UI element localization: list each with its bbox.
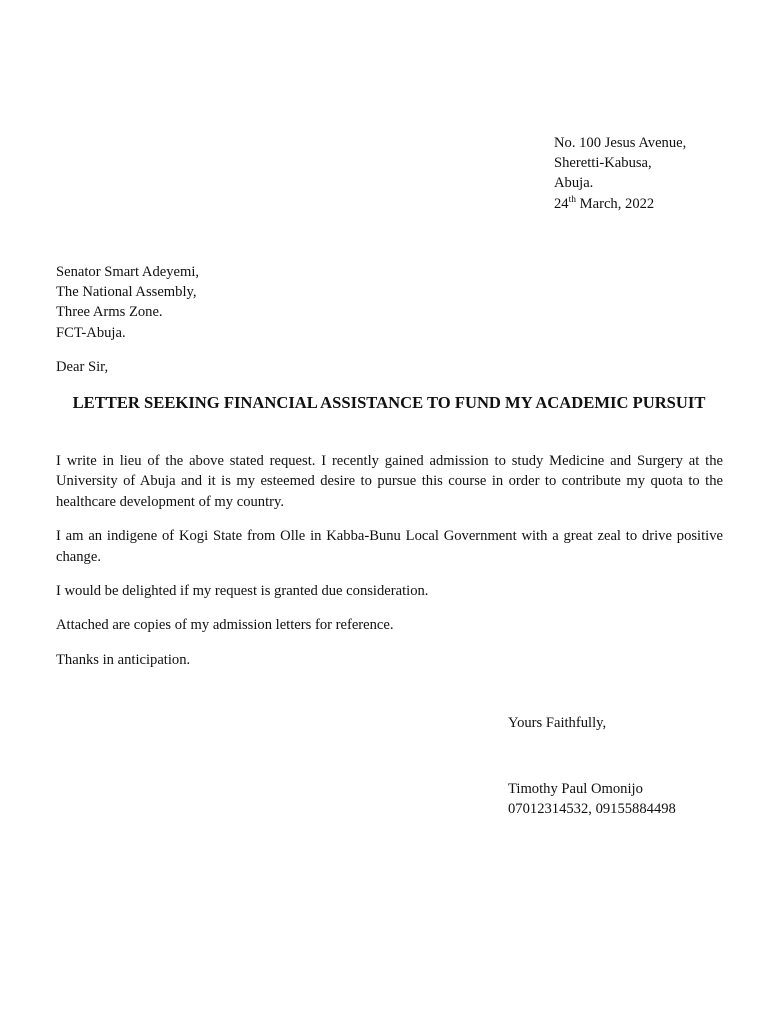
sender-address — [554, 133, 686, 214]
body-paragraph: Attached are copies of my admission letters for reference. — [56, 617, 394, 634]
letter-body — [56, 451, 723, 684]
recipient-address-line: Three Arms Zone. — [56, 304, 163, 321]
letter-date — [554, 194, 686, 214]
date-month-year: March, 2022 — [575, 195, 655, 212]
recipient-address-line: The National Assembly, — [56, 284, 197, 301]
body-paragraph: I would be delighted if my request is granted due consideration. — [56, 583, 429, 600]
body-paragraph: I am an indigene of Kogi State from Olle in Kabba-Bunu Local Government with a great zeal to drive positive change. — [56, 528, 723, 565]
letter-subject: LETTER SEEKING FINANCIAL ASSISTANCE TO FUND MY ACADEMIC PURSUIT — [72, 393, 706, 412]
recipient-address-line: Senator Smart Adeyemi, — [56, 264, 200, 280]
date-day: 24 — [554, 195, 569, 212]
recipient-address-line: FCT-Abuja. — [56, 324, 126, 341]
recipient-address — [56, 262, 199, 343]
signature-block — [508, 779, 676, 819]
body-paragraph: I write in lieu of the above stated request. I recently gained admission to study Medicine and Surgery at the University of Abuja and it is my esteemed desire to pursue this course in order to contribute my quota to the healthcare development of my country. — [56, 453, 723, 510]
salutation: Dear Sir, — [56, 359, 109, 375]
signer-name: Timothy Paul Omonijo — [508, 781, 643, 797]
body-paragraph: Thanks in anticipation. — [56, 651, 191, 668]
date-suffix: th — [568, 194, 576, 205]
signer-phones: 07012314532, 09155884498 — [508, 801, 676, 818]
sender-address-line: Abuja. — [554, 175, 594, 192]
sender-address-line: No. 100 Jesus Avenue, — [554, 135, 687, 151]
sender-address-line: Sheretti-Kabusa, — [554, 155, 652, 172]
closing: Yours Faithfully, — [508, 715, 607, 731]
